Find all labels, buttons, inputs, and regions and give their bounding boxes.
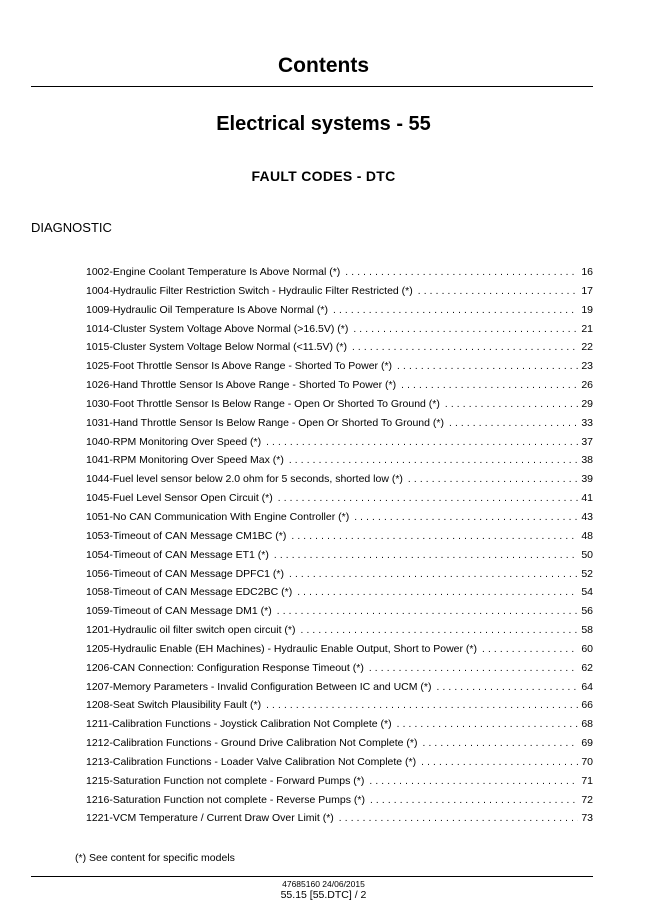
- toc-entry-page: 38: [581, 454, 593, 467]
- toc-entry-page: 66: [581, 699, 593, 712]
- toc-entry-page: 37: [581, 435, 593, 448]
- toc-entry-page: 19: [581, 303, 593, 316]
- toc-entry-label: 1212-Calibration Functions - Ground Drive Calibration Not Complete (*): [86, 737, 418, 750]
- toc-entry-label: 1216-Saturation Function not complete - Reverse Pumps (*): [86, 793, 365, 806]
- toc-leader-dots: [436, 678, 578, 696]
- toc-entry[interactable]: [86, 376, 593, 395]
- toc-entry-label: 1045-Fuel Level Sensor Open Circuit (*): [86, 492, 273, 505]
- footnote: (*) See content for specific models: [75, 852, 235, 864]
- toc-leader-dots: [291, 527, 578, 545]
- toc-entry-page: 41: [581, 492, 593, 505]
- toc-entry-page: 39: [581, 473, 593, 486]
- table-of-contents: [86, 263, 593, 828]
- toc-entry[interactable]: [86, 489, 593, 508]
- toc-entry-label: 1206-CAN Connection: Configuration Response Timeout (*): [86, 661, 364, 674]
- toc-entry-page: 22: [581, 341, 593, 354]
- toc-entry[interactable]: [86, 527, 593, 546]
- toc-entry[interactable]: [86, 433, 593, 452]
- toc-entry[interactable]: [86, 659, 593, 678]
- toc-entry[interactable]: [86, 282, 593, 301]
- toc-entry-label: 1213-Calibration Functions - Loader Valve Calibration Not Complete (*): [86, 755, 417, 768]
- toc-entry-page: 73: [581, 812, 593, 825]
- toc-leader-dots: [278, 489, 578, 507]
- toc-entry-label: 1215-Saturation Function not complete - Forward Pumps (*): [86, 774, 365, 787]
- toc-entry-page: 69: [581, 737, 593, 750]
- toc-entry[interactable]: [86, 621, 593, 640]
- toc-entry-page: 56: [581, 605, 593, 618]
- toc-entry-label: 1040-RPM Monitoring Over Speed (*): [86, 435, 262, 448]
- toc-entry[interactable]: [86, 772, 593, 791]
- toc-entry[interactable]: [86, 791, 593, 810]
- toc-entry[interactable]: [86, 640, 593, 659]
- toc-leader-dots: [333, 301, 578, 319]
- toc-entry[interactable]: [86, 357, 593, 376]
- toc-entry-label: 1205-Hydraulic Enable (EH Machines) - Hydraulic Enable Output, Short to Power (*): [86, 642, 478, 655]
- toc-entry[interactable]: [86, 565, 593, 584]
- toc-entry-page: 33: [581, 416, 593, 429]
- footer-page-ref: 55.15 [55.DTC] / 2: [280, 889, 367, 901]
- toc-entry-page: 62: [581, 661, 593, 674]
- toc-entry-page: 60: [581, 642, 593, 655]
- toc-entry-label: 1015-Cluster System Voltage Below Normal (<11.5V) (*): [86, 341, 347, 354]
- toc-entry-page: 17: [581, 284, 593, 297]
- toc-entry-page: 48: [581, 529, 593, 542]
- toc-entry-page: 68: [581, 718, 593, 731]
- toc-leader-dots: [266, 433, 578, 451]
- toc-leader-dots: [369, 772, 578, 790]
- toc-entry-label: 1211-Calibration Functions - Joystick Calibration Not Complete (*): [86, 718, 392, 731]
- toc-entry-page: 52: [581, 567, 593, 580]
- toc-entry[interactable]: [86, 809, 593, 828]
- toc-entry-label: 1056-Timeout of CAN Message DPFC1 (*): [86, 567, 285, 580]
- toc-entry-page: 58: [581, 624, 593, 637]
- toc-entry-label: 1026-Hand Throttle Sensor Is Above Range - Shorted To Power (*): [86, 379, 397, 392]
- toc-entry-page: 64: [581, 680, 593, 693]
- toc-entry-label: 1053-Timeout of CAN Message CM1BC (*): [86, 529, 287, 542]
- toc-entry-label: 1002-Engine Coolant Temperature Is Above Normal (*): [86, 266, 341, 278]
- toc-entry-page: 70: [581, 755, 593, 768]
- toc-entry-label: 1059-Timeout of CAN Message DM1 (*): [86, 605, 272, 618]
- toc-leader-dots: [397, 715, 578, 733]
- toc-leader-dots: [418, 282, 578, 300]
- toc-entry[interactable]: [86, 338, 593, 357]
- toc-entry-label: 1051-No CAN Communication With Engine Controller (*): [86, 510, 350, 523]
- toc-leader-dots: [482, 640, 578, 658]
- toc-entry[interactable]: [86, 301, 593, 320]
- toc-leader-dots: [297, 583, 578, 601]
- toc-entry-page: 29: [581, 397, 593, 410]
- toc-leader-dots: [277, 602, 578, 620]
- toc-entry-label: 1044-Fuel level sensor below 2.0 ohm for 5 seconds, shorted low (*): [86, 473, 403, 486]
- toc-leader-dots: [289, 565, 578, 583]
- toc-leader-dots: [289, 451, 578, 469]
- toc-entry-label: 1031-Hand Throttle Sensor Is Below Range - Open Or Shorted To Ground (*): [86, 416, 444, 429]
- toc-entry-label: 1201-Hydraulic oil filter switch open circuit (*): [86, 624, 296, 637]
- toc-entry[interactable]: [86, 734, 593, 753]
- page-title: Contents: [278, 54, 369, 77]
- section-title: FAULT CODES - DTC: [251, 168, 396, 184]
- toc-entry[interactable]: [86, 715, 593, 734]
- toc-leader-dots: [274, 546, 578, 564]
- toc-leader-dots: [422, 734, 578, 752]
- toc-leader-dots: [408, 470, 578, 488]
- toc-leader-dots: [370, 791, 578, 809]
- toc-entry[interactable]: [86, 753, 593, 772]
- footer-doc-id: 47685160 24/06/2015: [282, 879, 365, 889]
- toc-entry[interactable]: [86, 546, 593, 565]
- toc-entry[interactable]: [86, 470, 593, 489]
- toc-entry-page: 16: [581, 266, 593, 278]
- toc-entry-label: 1014-Cluster System Voltage Above Normal (>16.5V) (*): [86, 322, 349, 335]
- toc-entry-page: 21: [581, 322, 593, 335]
- toc-entry[interactable]: [86, 451, 593, 470]
- footer-divider: [31, 876, 593, 877]
- toc-leader-dots: [352, 338, 578, 356]
- toc-entry-label: 1054-Timeout of CAN Message ET1 (*): [86, 548, 269, 561]
- toc-leader-dots: [369, 659, 578, 677]
- toc-leader-dots: [401, 376, 578, 394]
- toc-entry-label: 1221-VCM Temperature / Current Draw Over Limit (*): [86, 812, 334, 825]
- toc-entry[interactable]: [86, 696, 593, 715]
- toc-leader-dots: [445, 395, 578, 413]
- toc-entry-page: 50: [581, 548, 593, 561]
- toc-leader-dots: [301, 621, 579, 639]
- toc-leader-dots: [266, 696, 578, 714]
- toc-entry[interactable]: [86, 320, 593, 339]
- toc-entry-label: 1025-Foot Throttle Sensor Is Above Range - Shorted To Power (*): [86, 360, 393, 373]
- toc-leader-dots: [353, 320, 578, 338]
- toc-entry-label: 1009-Hydraulic Oil Temperature Is Above Normal (*): [86, 303, 328, 316]
- toc-entry-label: 1208-Seat Switch Plausibility Fault (*): [86, 699, 262, 712]
- toc-leader-dots: [339, 809, 578, 827]
- toc-entry-label: 1004-Hydraulic Filter Restriction Switch - Hydraulic Filter Restricted (*): [86, 284, 413, 297]
- toc-entry[interactable]: [86, 263, 593, 282]
- chapter-title: Electrical systems - 55: [216, 113, 431, 135]
- toc-leader-dots: [354, 508, 578, 526]
- toc-entry-page: 43: [581, 510, 593, 523]
- toc-entry-label: 1058-Timeout of CAN Message EDC2BC (*): [86, 586, 293, 599]
- toc-entry-label: 1030-Foot Throttle Sensor Is Below Range - Open Or Shorted To Ground (*): [86, 397, 440, 410]
- toc-entry[interactable]: [86, 508, 593, 527]
- toc-entry-page: 71: [581, 774, 593, 787]
- toc-entry[interactable]: [86, 583, 593, 602]
- title-divider: [31, 86, 593, 87]
- toc-leader-dots: [449, 414, 578, 432]
- subsection-heading: DIAGNOSTIC: [31, 220, 112, 235]
- toc-entry[interactable]: [86, 678, 593, 697]
- toc-leader-dots: [397, 357, 578, 375]
- toc-entry-page: 72: [581, 793, 593, 806]
- toc-entry-label: 1207-Memory Parameters - Invalid Configuration Between IC and UCM (*): [86, 680, 432, 693]
- toc-entry-page: 26: [581, 379, 593, 392]
- toc-entry-page: 23: [581, 360, 593, 373]
- toc-entry[interactable]: [86, 602, 593, 621]
- toc-entry[interactable]: [86, 414, 593, 433]
- toc-entry-page: 54: [581, 586, 593, 599]
- toc-entry-label: 1041-RPM Monitoring Over Speed Max (*): [86, 454, 284, 467]
- toc-leader-dots: [421, 753, 578, 771]
- toc-entry[interactable]: [86, 395, 593, 414]
- toc-leader-dots: [345, 263, 578, 281]
